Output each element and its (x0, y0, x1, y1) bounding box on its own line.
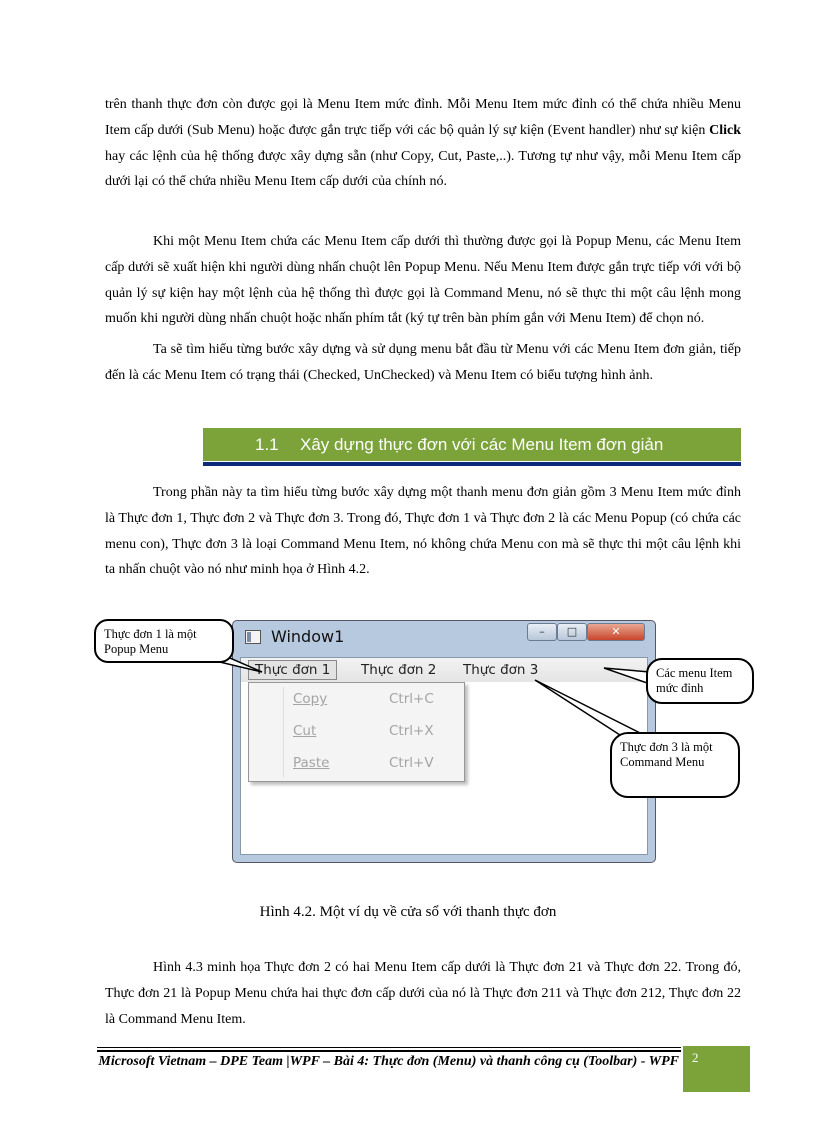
page-number: 2 (692, 1050, 699, 1065)
paragraph-figure-4-3: Hình 4.3 minh họa Thực đơn 2 có hai Menu Item cấp dưới là Thực đơn 21 và Thực đơn 22. Trong đó, Thực đơn 21 là Popup Menu chứa hai thực đơn cấp dưới của nó là Thực đơn 211 và Thực đơn 212, Thực đơn 22 là Command Menu Item. (105, 960, 741, 1027)
close-icon: ✕ (611, 625, 621, 638)
callout-top-level-items: Các menu Item mức đỉnh (646, 658, 754, 704)
menu-item-thuc-don-1[interactable]: Thực đơn 1 (248, 660, 337, 680)
paste-shortcut: Ctrl+V (389, 755, 434, 771)
window-title: Window1 (271, 627, 345, 646)
figure-caption: Hình 4.2. Một ví dụ về cửa sổ với thanh thực đơn (259, 904, 557, 920)
copy-shortcut: Ctrl+C (389, 691, 434, 707)
minimize-icon: – (539, 625, 545, 638)
cut-label: Cut (293, 723, 317, 739)
cut-shortcut: Ctrl+X (389, 723, 434, 739)
footer-text: Microsoft Vietnam – DPE Team |WPF – Bài 4: Thực đơn (Menu) và thanh công cụ (Toolbar) - WPF (98, 1054, 679, 1069)
footer-rule-thin (97, 1047, 681, 1048)
paragraph-popup-menu: Khi một Menu Item chứa các Menu Item cấp dưới thì thường được gọi là Popup Menu, các Menu Item cấp dưới sẽ xuất hiện khi người dùng nhấn chuột lên Popup Menu. Nếu Menu Item được gắn trực tiếp với với bộ quản lý sự kiện hay một lệnh của hệ thống thì được gọi là Command Menu, nó sẽ thực thi một câu lệnh mong muốn khi người dùng nhấn chuột hoặc nhấn phím tắt (ký tự trên bàn phím gắn với Menu Item) để chọn nó. (105, 234, 741, 327)
copy-label: Copy (293, 691, 328, 707)
menu-item-thuc-don-3[interactable]: Thực đơn 3 (463, 662, 539, 678)
paragraph-intro-end: hay các lệnh của hệ thống được xây dựng sẵn (như Copy, Cut, Paste,..). Tương tự như vậy, mỗi Menu Item cấp dưới lại có thể chứa nhiều Menu Item cấp dưới của chính nó. (105, 148, 741, 190)
bold-click: Click (709, 122, 741, 138)
toplevel-callout-tail (604, 668, 650, 684)
callout-command-menu: Thực đơn 3 là một Command Menu (610, 732, 740, 798)
section-number: 1.1 (255, 435, 279, 454)
maximize-icon: □ (566, 625, 578, 638)
section-title: Xây dựng thực đơn với các Menu Item đơn giản (300, 435, 664, 454)
paste-label: Paste (293, 755, 330, 771)
paragraph-overview: Ta sẽ tìm hiểu từng bước xây dựng và sử dụng menu bắt đầu từ Menu với các Menu Item đơn giản, tiếp đến là các Menu Item có trạng thái (Checked, UnChecked) và Menu Item có biểu tượng hình ảnh. (105, 342, 741, 383)
callout-popup-menu: Thực đơn 1 là một Popup Menu (94, 619, 234, 663)
page-number-box (683, 1046, 750, 1092)
paragraph-section-intro: Trong phần này ta tìm hiểu từng bước xây dựng một thanh menu đơn giản gồm 3 Menu Item mức đỉnh là Thực đơn 1, Thực đơn 2 và Thực đơn 3. Trong đó, Thực đơn 1 và Thực đơn 2 là các Menu Popup (có chứa các menu con), Thực đơn 3 là loại Command Menu Item, nó không chứa Menu con mà sẽ thực thi một câu lệnh khi ta nhấn chuột vào nó như minh họa ở Hình 4.2. (105, 485, 741, 578)
menu-item-thuc-don-2[interactable]: Thực đơn 2 (361, 662, 437, 678)
paragraph-intro-start: trên thanh thực đơn còn được gọi là Menu Item mức đỉnh. Mỗi Menu Item mức đỉnh có thể chứa nhiều Menu Item cấp dưới (Sub Menu) hoặc được gắn trực tiếp với các bộ quản lý sự kiện (Event handler) như sự kiện (105, 97, 741, 138)
